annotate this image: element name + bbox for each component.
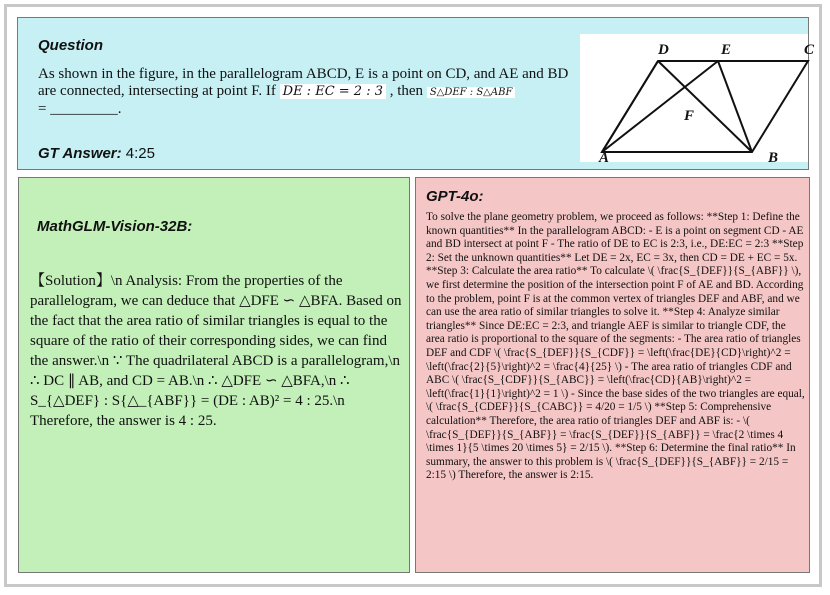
area-ratio-formula: S△DEF : S△ABF — [427, 87, 516, 98]
parallelogram-diagram — [580, 34, 815, 166]
question-text-part2: , then — [389, 83, 424, 99]
gpt4o-answer: To solve the plane geometry problem, we proceed as follows: **Step 1: Define the known quantities** In the parallelogram ABCD: - E is a point on segment CD - AE and BD intersect at point F - The ratio of DE to EC is 2:3, i.e., DE:EC = 2:3 **Step 2: Set the unknown quantities** Let DE = 2x, EC = 3x, then CD = DE + EC = 5x. **Step 3: Calculate the area ratio** To calculate \( \frac{S_{DEF}}{S_{ABF}} \), we first determine the position of the intersection point F of AE and BD. According to the problem, point F is at the common vertex of triangles DEF and ABF, and we can use the area ratio of similar triangles to solve it. **Step 4: Analyze similar triangles** Since DE:EC = 2:3, and triangle AEF is similar to triangle CDF, the area ratio is proportional to the square of the segments: - The area ratio of triangles DEF and CDF \( \frac{S_{DEF}}{S_{CDF}} = \left(\frac{DE}{CD}\right)^2 = \left(\frac{2}{5}\right)^2 = \frac{4}{25} \) - The area ratio of triangles CDF and ABC \( \frac{S_{CDF}}{S_{ABC}} = \left(\frac{CD}{AB}\right)^2 = \left(\frac{1}{1}\right)^2 = 1 \) - Since the base sides of the two triangles are equal, \( \frac{S_{CDEF}}{S_{CABC}} = 4/20 = 1/5 \) **Step 5: Comprehensive calculation** Therefore, the area ratio of triangles DEF and ABF is: - \( \frac{S_{DEF}}{S_{ABF}} = \frac{S_{DEF}}{S_{ABF}} = \frac{2 \times 4 \times 1}{5 \times 20 \times 5} = 2/15 \). **Step 6: Determine the final ratio** In summary, the answer to this problem is \( \frac{S_{DEF}}{S_{ABF}} = 2/15 = 2:15 \) Therefore, the answer is 2:15. — [426, 211, 805, 482]
mathglm-panel — [18, 177, 410, 573]
gpt4o-panel — [415, 177, 810, 573]
question-text-part3: = _________. — [38, 101, 122, 117]
gt-answer — [38, 145, 155, 162]
label-e: E — [721, 42, 732, 58]
question-text — [38, 66, 588, 118]
segment-bd — [658, 61, 752, 152]
question-title: Question — [38, 37, 104, 54]
label-c: C — [804, 42, 815, 58]
label-b: B — [768, 150, 779, 166]
question-panel — [17, 17, 815, 170]
gpt4o-title: GPT-4o: — [426, 188, 484, 205]
label-a: A — [599, 150, 610, 166]
label-d: D — [658, 42, 669, 58]
mathglm-answer: 【Solution】\n Analysis: From the properties of the parallelogram, we can deduce that △DFE ∽ △BFA. Based on the fact that the area ratio of similar triangles is equal to the square of the ratio of their corresponding sides, we can find the answer.\n ∵ The quadrilateral ABCD is a parallelogram,\n ∴ DC ∥ AB, and CD = AB.\n ∴ △DFE ∽ △BFA,\n ∴ S_{△DEF} : S{△_{ABF}} = (DE : AB)² = 4 : 25.\n Therefore, the answer is 4 : 25. — [30, 273, 402, 429]
ratio-formula: DE : EC = 2 : 3 — [280, 84, 386, 99]
segment-ad — [602, 61, 658, 152]
gt-answer-label: GT Answer: — [38, 145, 122, 162]
question-text-part1: As shown in the figure, in the parallelogram ABCD, E is a point on CD, and AE and BD are connected, intersecting at point F. If — [38, 66, 569, 99]
geometry-figure — [580, 34, 815, 166]
segment-eb — [718, 61, 752, 152]
segment-ae — [602, 61, 718, 152]
label-f: F — [684, 108, 695, 124]
mathglm-title: MathGLM-Vision-32B: — [37, 218, 193, 235]
gt-answer-value: 4:25 — [125, 145, 155, 162]
